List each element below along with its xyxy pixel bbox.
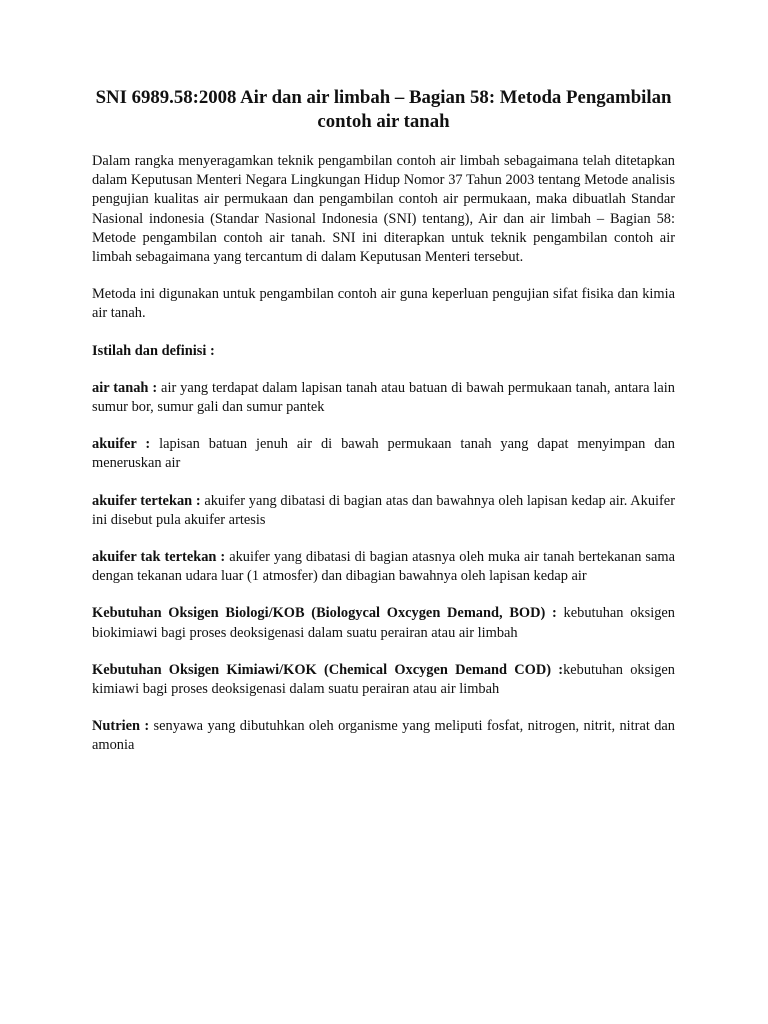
definition-term: Kebutuhan Oksigen Biologi/KOB (Biologycal Oxcygen Demand, BOD) : [92,605,557,622]
intro-paragraph-1: Dalam rangka menyeragamkan teknik pengambilan contoh air limbah sebagaimana telah ditetapkan dalam Keputusan Menteri Negara Lingkungan Hidup Nomor 37 Tahun 2003 tentang Metode analisis pengujian kualitas air permukaan dan pengambilan contoh air permukaan, maka dibuatlah Standar Nasional indonesia (Standar Nasional Indonesia (SNI) tentang), Air dan air limbah – Bagian 58: Metode pengambilan contoh air tanah. SNI ini diterapkan untuk teknik pengambilan contoh air limbah sebagaimana yang tercantum di dalam Keputusan Menteri tersebut. [92,153,675,266]
definition-term: akuifer tak tertekan : [92,549,226,566]
definition-item [92,435,675,473]
definition-item [92,492,675,530]
definition-term: Kebutuhan Oksigen Kimiawi/KOK (Chemical Oxcygen Demand COD) : [92,661,564,678]
definition-item [92,379,675,417]
document-title: SNI 6989.58:2008 Air dan air limbah – Bagian 58: Metoda Pengambilan contoh air tanah [95,87,672,132]
definitions-heading: Istilah dan definisi : [92,342,215,359]
definition-item [92,661,675,699]
definition-term: air tanah : [92,379,158,396]
definition-text: senyawa yang dibutuhkan oleh organisme yang meliputi fosfat, nitrogen, nitrit, nitrat dan amonia [92,718,675,754]
definition-item [92,548,675,586]
definition-term: akuifer : [92,436,151,453]
definition-text: lapisan batuan jenuh air di bawah permukaan tanah yang dapat menyimpan dan meneruskan air [92,436,675,472]
definition-text: kebutuhan oksigen biokimiawi bagi proses deoksigenasi dalam suatu perairan atau air limbah [92,605,675,641]
definition-text: akuifer yang dibatasi di bagian atas dan bawahnya oleh lapisan kedap air. Akuifer ini disebut pula akuifer artesis [92,492,675,528]
definition-item [92,717,675,755]
definition-text: kebutuhan oksigen kimiawi bagi proses deoksigenasi dalam suatu perairan atau air limbah [92,661,675,698]
definition-item [92,604,675,642]
definition-text: akuifer yang dibatasi di bagian atasnya oleh muka air tanah bertekanan sama dengan tekanan udara luar (1 atmosfer) dan dibagian bawahnya oleh lapisan kedap air [92,549,675,585]
document-page [92,86,675,774]
definition-term: akuifer tertekan : [92,492,201,509]
intro-paragraph-2: Metoda ini digunakan untuk pengambilan contoh air guna keperluan pengujian sifat fisika dan kimia air tanah. [92,286,675,322]
definition-term: Nutrien : [92,718,150,735]
definition-text: air yang terdapat dalam lapisan tanah atau batuan di bawah permukaan tanah, antara lain sumur bor, sumur gali dan sumur pantek [92,379,675,416]
